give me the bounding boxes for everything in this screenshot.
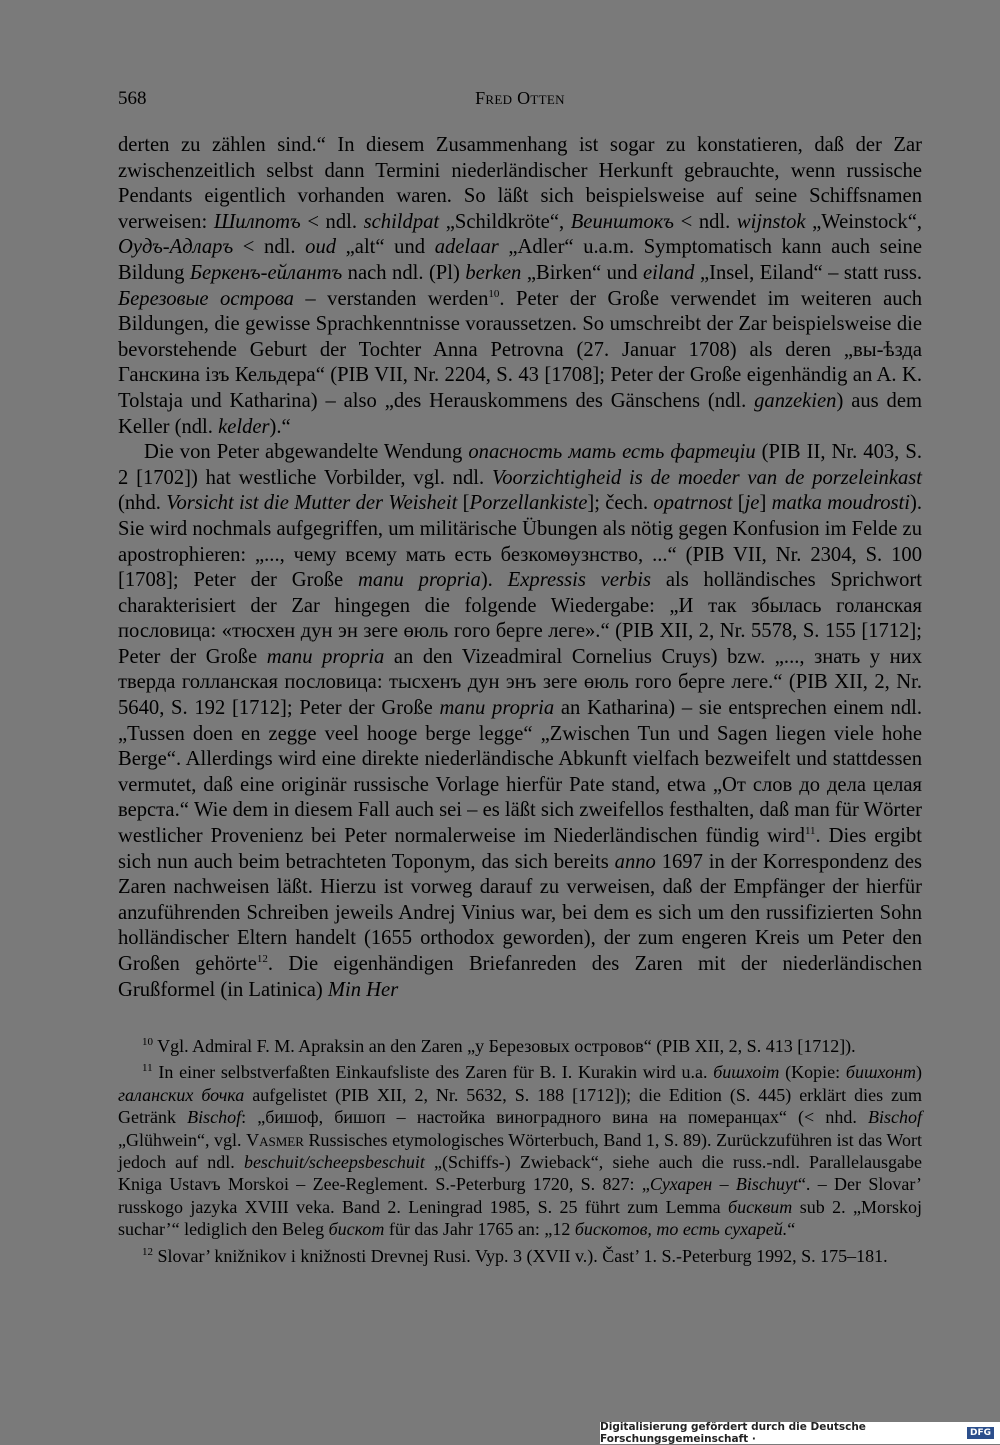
footnote-11: $^{11}$ In einer selbstverfaßten Einkaufsliste des Zaren für B. I. Kurakin wird u.a. бишхоіт (Kopie: бишхонт) галанских бочка aufgelistet (PIB XII, 2, Nr. 5632, S. 188 [1712]); die Edition (S. 445) erklärt dies zum Getränk Bischof: „бишоф, бишоп – настойка виноградного вина на померанцах“ (< nhd. Bischof „Glühwein“, vgl. Vasmer Russisches etymologisches Wörterbuch, Band 1, S. 89). Zurückzuführen ist das Wort jedoch auf ndl. beschuit/scheepsbeschuit „(Schiffs-) Zwieback“, siehe auch die russ.-ndl. Parallelausgabe Kniga Ustavъ Morskoi – Zee-Reglement. S.-Peterburg 1720, S. 827: „Сухарен – Bischuyt“. – Der Slovar’ russkogo jazyka XVIII veka. Band 2. Leningrad 1985, S. 25 führt zum Lemma бисквит sub 2. „Morskoj suchar’“ lediglich den Beleg бискот für das Jahr 1765 an: „12 бискотов, то есть сухарей.“ bbox=[118, 1062, 923, 1240]
footnote-12: $^{12}$ Slovar’ knižnikov i knižnosti Drevnej Rusi. Vyp. 3 (XVII v.). Čast’ 1. S.-Peterburg 1992, S. 175–181. bbox=[142, 1245, 888, 1266]
footnote-10: $^{10}$ Vgl. Admiral F. M. Apraksin an den Zaren „у Березовых островов“ (PIB XII, 2, S. 413 [1712]). bbox=[142, 1036, 856, 1056]
running-head: Fred Otten bbox=[475, 88, 565, 108]
footnotes bbox=[118, 1035, 922, 1271]
digitization-footer bbox=[600, 1422, 1000, 1444]
paragraph-1: derten zu zählen sind.“ In diesem Zusammenhang ist sogar zu konstatieren, daß der Zar zwischenzeitlich selbst dann Termini niederländischer Herkunft gebrauchte, wenn russische Pendants eigentlich vorhanden waren. So läßt sich beispielsweise auf seine Schiffsnamen verweisen: Шилпотъ < ndl. schildpat „Schildkröte“, Веинштокъ < ndl. wijnstok „Weinstock“, Оудъ-Адларъ < ndl. oud „alt“ und adelaar „Adler“ u.a.m. Symptomatisch kann auch seine Bildung Беркенъ-ейлантъ nach ndl. (Pl) berken „Birken“ und eiland „Insel, Eiland“ – statt russ. Березовые острова – verstanden werden$^{10}$. Peter der Große verwendet im weiteren auch Bildungen, die gewisse Sprachkenntnisse voraussetzen. So umschreibt der Zar beispielsweise die bevorstehende Geburt der Tochter Anna Petrovna (27. Januar 1708) als deren „вы-ѣзда Ганскина ізъ Кельдера“ (PIB VII, Nr. 2204, S. 43 [1708]; Peter der Große eigenhändig an A. K. Tolstaja und Katharina) – also „des Herauskommens des Gänschens (ndl. ganzekien) aus dem Keller (ndl. kelder).“ bbox=[118, 134, 923, 438]
dfg-logo: DFG bbox=[967, 1427, 994, 1439]
page-header bbox=[118, 88, 922, 116]
page-number: 568 bbox=[118, 88, 147, 109]
paragraph-2: Die von Peter abgewandelte Wendung опасность мать есть фартеціи (PIB II, Nr. 403, S. 2 [1702]) hat westliche Vorbilder, vgl. ndl. Voorzichtigheid is de moeder van de porzeleinkast (nhd. Vorsicht ist die Mutter der Weisheit [Porzellankiste]; čech. opatrnost [je] matka moudrosti). Sie wird nochmals aufgegriffen, um militärische Übungen als nötig gegen Konfusion im Felde zu apostrophieren: „..., чему всему мать есть безкомѳузнство, ...“ (PIB VII, Nr. 2304, S. 100 [1708]; Peter der Große manu propria). Expressis verbis als holländisches Sprichwort charakterisiert der Zar hingegen die folgende Wiedergabe: „И так збылась голанская пословица: «тюсхен дун эн зеге өюль гого берге леге».“ (PIB XII, 2, Nr. 5578, S. 155 [1712]; Peter der Große manu propria an den Vizeadmiral Cornelius Cruys) bzw. „..., знать у них тверда голланская пословица: тысхенъ дун энъ зеге өюль гого берге леге.“ (PIB XII, 2, Nr. 5640, S. 192 [1712]; Peter der Große manu propria an Katharina) – sie entsprechen einem ndl. „Tussen doen en zegge veel hooge berge legge“ „Zwischen Tun und Sagen liegen viele hohe Berge“. Allerdings wird eine direkte niederländische Abkunft vielfach bezweifelt und stattdessen vermutet, daß eine originär russische Vorlage hierfür Pate stand, etwa „От слов до дела целая верста.“ Wie dem in diesem Fall auch sei – es läßt sich zweifellos festhalten, daß man für Wörter westlicher Provenienz bei Peter normalerweise im Niederländischen fündig wird$^{11}$. Dies ergibt sich nun auch beim betrachteten Toponym, das sich bereits anno 1697 in der Korrespondenz des Zaren nachweisen läßt. Hierzu ist vorweg darauf zu verweisen, daß der Empfänger der hierfür anzuführenden Schreiben jeweils Andrej Vinius war, bei dem es sich um den russifizierten Sohn holländischer Eltern handelt (1655 orthodox geworden), der zum engeren Kreis um Peter den Großen gehörte$^{12}$. Die eigenhändigen Briefanreden des Zaren mit der niederländischen Grußformel (in Latinica) Min Her bbox=[118, 441, 923, 1001]
footer-text: Digitalisierung gefördert durch die Deutsche Forschungsgemeinschaft · bbox=[600, 1421, 866, 1445]
main-text bbox=[118, 133, 922, 1003]
